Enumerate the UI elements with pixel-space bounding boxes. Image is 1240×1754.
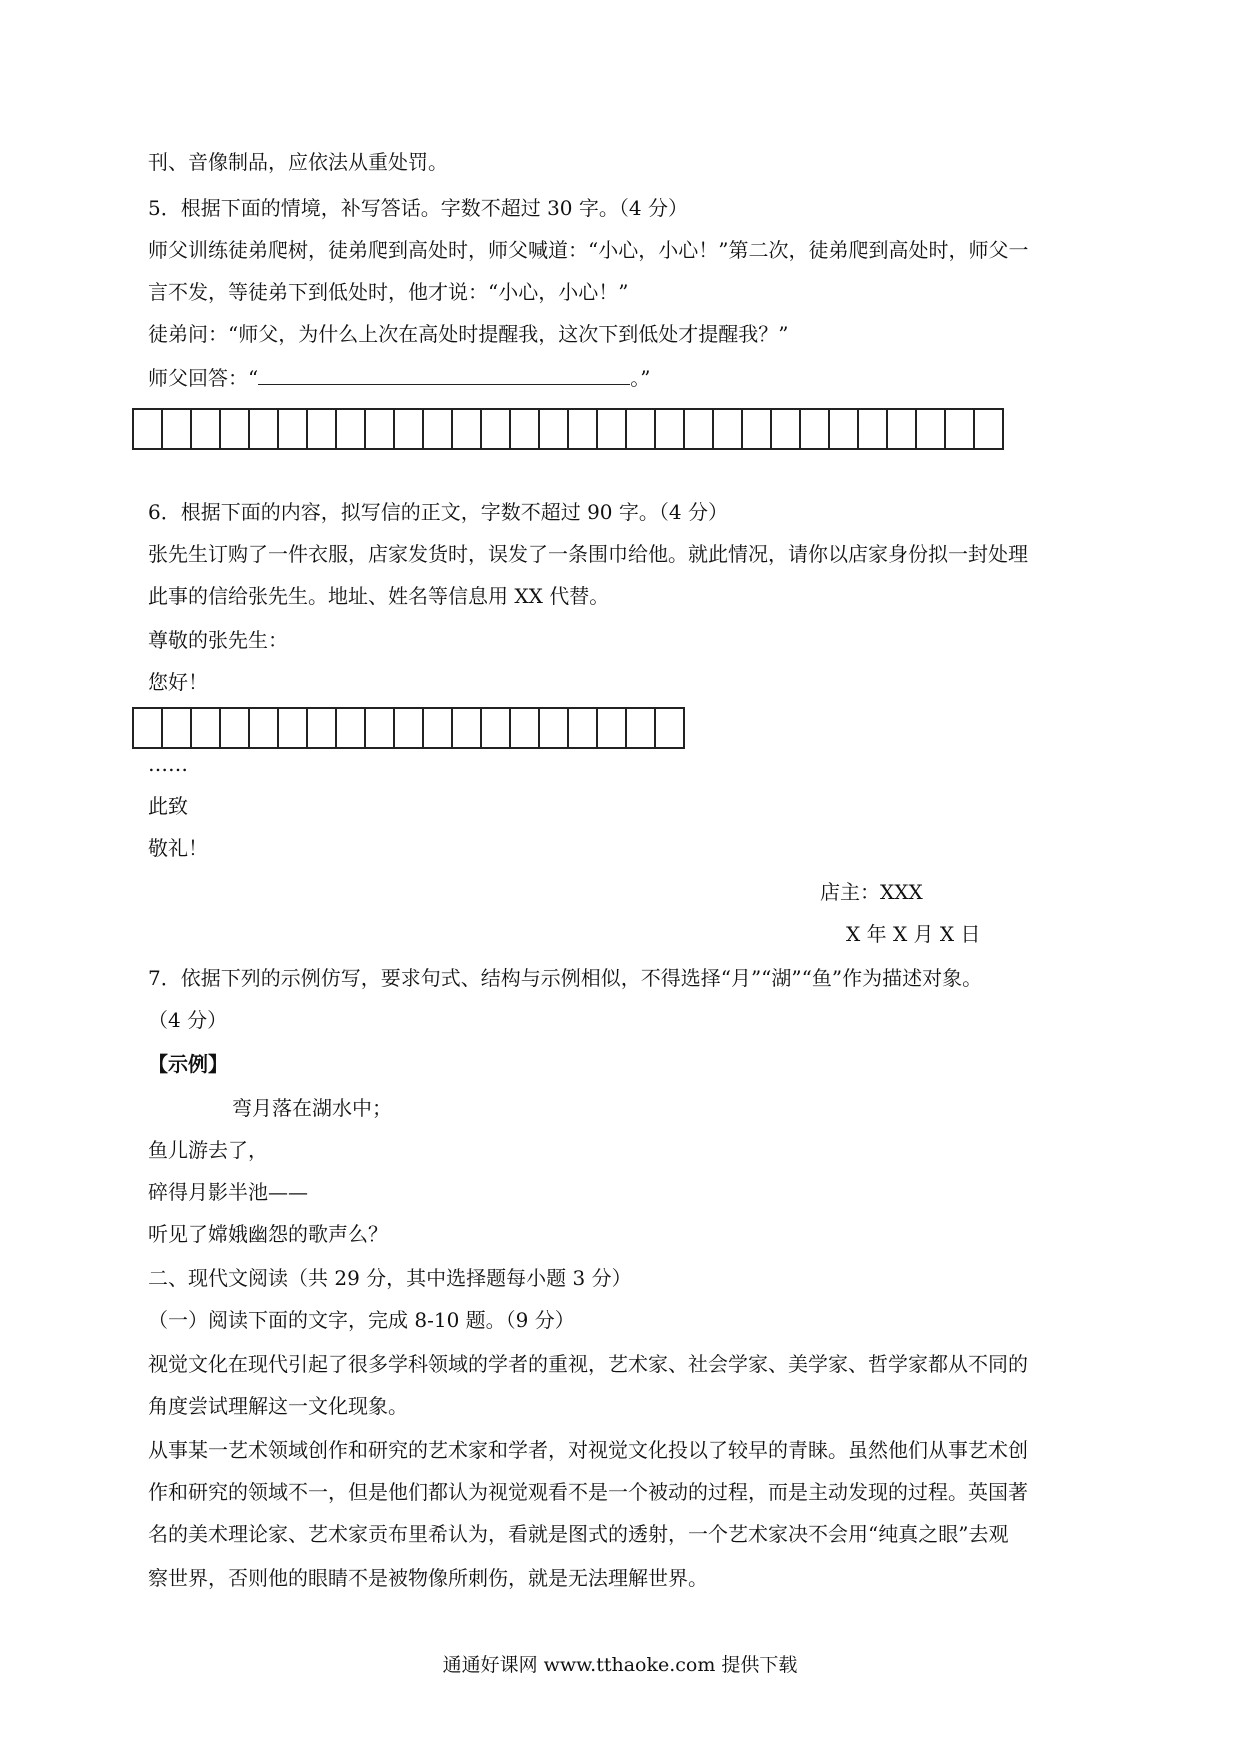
grid-cell[interactable] [453,410,482,448]
grid-cell[interactable] [192,410,221,448]
subsection-heading: （一）阅读下面的文字，完成 8-10 题。（9 分） [148,1308,575,1332]
reading-paragraph-line: 角度尝试理解这一文化现象。 [148,1394,408,1418]
grid-cell[interactable] [714,410,743,448]
poem-line: 听见了嫦娥幽怨的歌声么？ [148,1222,388,1246]
grid-cell[interactable] [163,709,192,747]
question-5-passage-line: 徒弟问：“师父，为什么上次在高处时提醒我，这次下到低处才提醒我？” [148,322,789,346]
grid-cell[interactable] [946,410,975,448]
question-5-writing-grid[interactable] [132,408,1004,450]
grid-cell[interactable] [221,709,250,747]
grid-cell[interactable] [888,410,917,448]
grid-cell[interactable] [192,709,221,747]
grid-cell[interactable] [569,709,598,747]
grid-cell[interactable] [250,410,279,448]
letter-closing: 敬礼！ [148,836,208,860]
grid-cell[interactable] [279,410,308,448]
question-5-passage-line: 师父训练徒弟爬树，徒弟爬到高处时，师父喊道：“小心，小心！”第二次，徒弟爬到高处时，师父一 [148,238,1029,262]
poem-line: 弯月落在湖水中； [232,1096,392,1120]
letter-salutation: 尊敬的张先生： [148,628,288,652]
grid-cell[interactable] [482,709,511,747]
reading-paragraph-line: 作和研究的领域不一，但是他们都认为视觉观看不是一个被动的过程，而是主动发现的过程。英国著 [148,1480,1028,1504]
grid-cell[interactable] [540,410,569,448]
letter-signature: 店主：XXX [820,880,923,904]
grid-cell[interactable] [424,410,453,448]
grid-cell[interactable] [424,709,453,747]
letter-date: X 年 X 月 X 日 [846,922,981,946]
reading-paragraph-line: 名的美术理论家、艺术家贡布里希认为，看就是图式的透射，一个艺术家决不会用“纯真之眼”去观 [148,1522,1009,1546]
poem-line: 碎得月影半池—— [148,1180,308,1204]
grid-cell[interactable] [801,410,830,448]
grid-cell[interactable] [308,410,337,448]
grid-cell[interactable] [221,410,250,448]
reading-paragraph-line: 视觉文化在现代引起了很多学科领域的学者的重视，艺术家、社会学家、美学家、哲学家都从不同的 [148,1352,1028,1376]
page-footer: 通通好课网 www.tthaoke.com 提供下载 [442,1654,798,1676]
question-6-passage-line: 此事的信给张先生。地址、姓名等信息用 XX 代替。 [148,584,610,608]
grid-cell[interactable] [772,410,801,448]
question-5-answer-line [148,366,650,390]
grid-cell[interactable] [569,410,598,448]
grid-cell[interactable] [598,410,627,448]
grid-cell[interactable] [134,410,163,448]
grid-cell[interactable] [395,709,424,747]
grid-cell[interactable] [917,410,946,448]
grid-cell[interactable] [743,410,772,448]
grid-cell[interactable] [685,410,714,448]
grid-cell[interactable] [598,709,627,747]
grid-cell[interactable] [830,410,859,448]
poem-line: 鱼儿游去了， [148,1138,268,1162]
question-6-stem: 6．根据下面的内容，拟写信的正文，字数不超过 90 字。（4 分） [148,500,728,524]
letter-greeting: 您好！ [148,670,208,694]
question-6-writing-grid[interactable] [132,707,685,749]
answer-prefix: 师父回答：“ [148,366,259,390]
section-heading: 二、现代文阅读（共 29 分，其中选择题每小题 3 分） [148,1266,632,1290]
grid-cell[interactable] [337,709,366,747]
grid-cell[interactable] [627,709,656,747]
grid-cell[interactable] [279,709,308,747]
question-6-passage-line: 张先生订购了一件衣服，店家发货时，误发了一条围巾给他。就此情况，请你以店家身份拟一封处理 [148,542,1028,566]
grid-cell[interactable] [511,410,540,448]
grid-cell[interactable] [975,410,1002,448]
grid-cell[interactable] [163,410,192,448]
grid-cell[interactable] [308,709,337,747]
answer-suffix: 。” [630,366,651,390]
letter-ellipsis: …… [148,752,188,776]
question-5-passage-line: 言不发，等徒弟下到低处时，他才说：“小心，小心！” [148,280,629,304]
body-line: 刊、音像制品，应依法从重处罚。 [148,150,448,174]
grid-cell[interactable] [511,709,540,747]
grid-cell[interactable] [395,410,424,448]
answer-blank[interactable] [258,366,630,385]
grid-cell[interactable] [366,709,395,747]
example-label: 【示例】 [148,1052,228,1076]
grid-cell[interactable] [482,410,511,448]
grid-cell[interactable] [627,410,656,448]
grid-cell[interactable] [134,709,163,747]
grid-cell[interactable] [540,709,569,747]
grid-cell[interactable] [366,410,395,448]
letter-closing: 此致 [148,794,188,818]
question-7-score: （4 分） [148,1008,228,1032]
grid-cell[interactable] [250,709,279,747]
grid-cell[interactable] [656,709,683,747]
question-7-stem: 7．依据下列的示例仿写，要求句式、结构与示例相似，不得选择“月”“湖”“鱼”作为描述对象。 [148,966,983,990]
reading-paragraph-line: 从事某一艺术领域创作和研究的艺术家和学者，对视觉文化投以了较早的青睐。虽然他们从事艺术创 [148,1438,1028,1462]
question-5-stem: 5．根据下面的情境，补写答话。字数不超过 30 字。（4 分） [148,196,688,220]
grid-cell[interactable] [453,709,482,747]
grid-cell[interactable] [337,410,366,448]
grid-cell[interactable] [859,410,888,448]
grid-cell[interactable] [656,410,685,448]
reading-paragraph-line: 察世界，否则他的眼睛不是被物像所刺伤，就是无法理解世界。 [148,1566,708,1590]
